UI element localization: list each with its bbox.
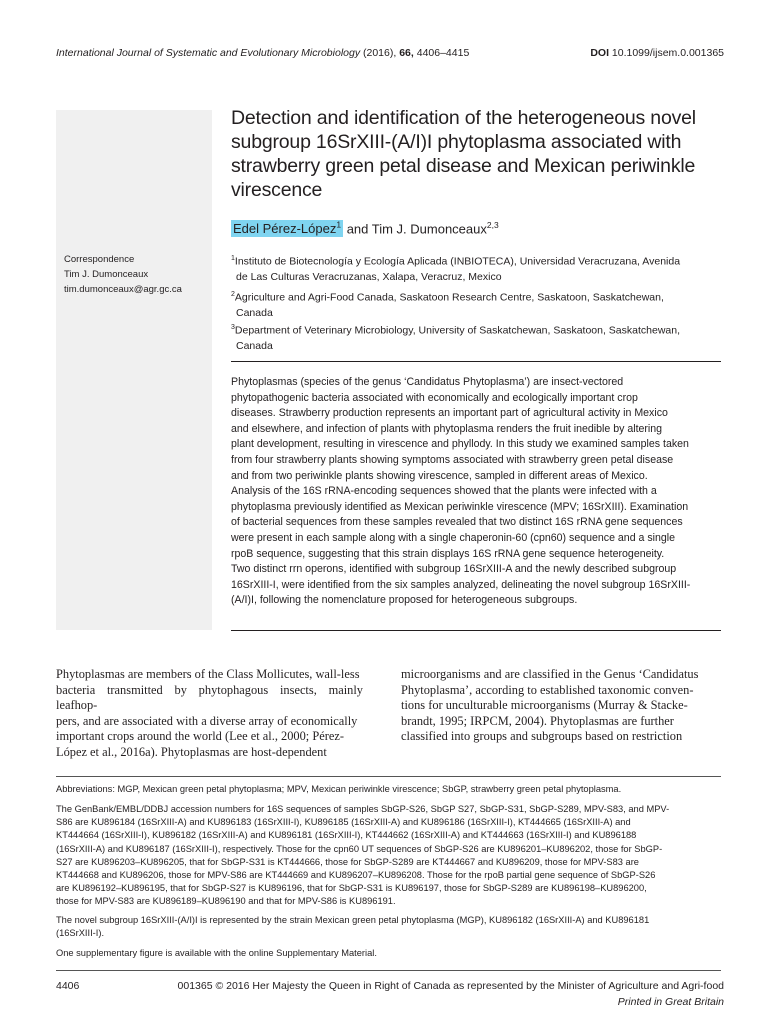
affiliation-sup: 3 [231,324,235,331]
affiliation-sup: 2 [231,291,235,298]
correspondence-name: Tim J. Dumonceaux [64,269,149,280]
affiliation-3 [231,320,721,354]
footnote-line: S86 are KU896184 (16SrXIII-A) and KU896183 (16SrXIII-I), KU896185 (16SrXIII-A) and KU896186 (16SrXIII-I), KT444665 (16SrXIII-A) and [56,817,631,828]
affiliation-rule [231,361,721,362]
abstract-line: phytoplasma previously identified as Mexican periwinkle virescence (MPV; 16SrXIII). Examination [231,500,689,513]
journal-volume: 66, [399,47,414,59]
affiliation-line: de Las Culturas Veracruzanas, Xalapa, Veracruz, Mexico [236,270,502,283]
body-line: López et al., 2016a). Phytoplasmas are host-dependent [56,744,327,759]
footnote-novel-subgroup [56,914,721,940]
affiliation-line: Instituto de Biotecnología y Ecología Aplicada (INBIOTECA), Universidad Veracruzana, Avenida [234,255,681,268]
footnote-line: those for MPV-S83 are KU896189–KU896190 and that for MPV-S86 is KU896191. [56,896,396,907]
abstract-line: rpoB sequence, suggesting that this strain displays 16S rRNA gene sequence heterogeneity. [231,547,665,560]
correspondence-email[interactable]: tim.dumonceaux@agr.gc.ca [64,284,182,295]
abstract-line: Analysis of the 16S rRNA-encoding sequences showed that the plants were infected with a [231,485,657,498]
copyright-notice: 001365 © 2016 Her Majesty the Queen in Right of Canada as represented by the Minister of Agriculture and Agri-food [177,980,724,992]
author-2: and Tim J. Dumonceaux [343,221,487,237]
footnote-line: are KU896192–KU896195, that for SbGP-S27 is KU896196, that for SbGP-S31 is KU896197, those for SbGP-S289 are KU896198–KU896200, [56,883,647,894]
footnote-line: The novel subgroup 16SrXIII-(A/I)I is represented by the strain Mexican green petal phytoplasma (MGP), KU896182 (16SrXIII-A) and KU896181 [56,915,650,925]
abstract-line: (A/I)I, following the nomenclature proposed for heterogeneous subgroups. [231,594,578,607]
footnote-line: The GenBank/EMBL/DDBJ accession numbers for 16S sequences of samples SbGP-S26, SbGP S27, SbGP-S31, SbGP-S289, MPV-S83, and MPV- [56,804,670,814]
affiliation-line: Canada [236,339,273,352]
doi [590,47,724,59]
abstract-rule [231,630,721,631]
abstract-line: diseases. Strawberry production represents an important part of agricultural activity in Mexico [231,407,668,420]
journal-year: (2016), [363,47,397,59]
body-line: pers, and are associated with a diverse array of economically [56,713,358,728]
footnote-rule [56,776,721,777]
abstract-line: phytopathogenic bacteria associated with economically and ecologically important crop [231,391,638,404]
body-column-right [401,667,721,745]
abstract-line: Phytoplasmas (species of the genus ‘Candidatus Phytoplasma’) are insect-vectored [231,376,624,388]
author-highlight[interactable] [231,220,343,237]
body-line: tions for unculturable microorganisms (Murray & Stacke- [401,698,688,713]
author-line [231,220,499,236]
abstract-line: from four strawberry plants showing symptoms associated with strawberry green petal disease [231,453,674,466]
body-line: Phytoplasmas are members of the Class Mollicutes, wall-less [56,667,360,681]
author-2-affil: 2,3 [486,220,499,230]
footnote-line: KT444664 (16SrXIII-I), KU896182 (16SrXIII-A) and KU896181 (16SrXIII-I), KT444662 (16SrXIII-A) and KT444663 (16SrXIII-I) and KU896188 [56,830,637,841]
body-line: Phytoplasma’, according to established taxonomic conven- [401,682,694,697]
journal-citation [56,47,469,59]
body-line: important crops around the world (Lee et al., 2000; Pérez- [56,729,344,744]
footnote-line: KT444668 and KU896206, those for MPV-S86 are KT444669 and KU896207–KU896208. Those for the rpoB partial gene sequence of SbGP-S26 [56,870,656,881]
affiliation-2 [231,287,721,321]
footnote-line: S27 are KU896203–KU896205, that for SbGP-S31 is KT444666, those for SbGP-S289 are KT444667 and KU896209, those for MPV-S83 are [56,856,639,867]
abstract-line: of bacterial sequences from these samples revealed that two distinct 16S rRNA gene sequences [231,516,683,529]
affiliation-sup: 1 [231,255,235,262]
author-1: Edel Pérez-López [233,221,337,237]
body-line: brandt, 1995; IRPCM, 2004). Phytoplasmas are further [401,713,674,728]
printed-in: Printed in Great Britain [617,996,724,1008]
author-1-affil: 1 [336,220,342,230]
body-line: classified into groups and subgroups based on restriction [401,729,683,744]
body-line: microorganisms and are classified in the Genus ‘Candidatus [401,667,699,681]
article-title: Detection and identification of the heterogeneous novel subgroup 16SrXIII-(A/I)I phytoplasma associated with strawberry green petal disease and Mexican periwinkle virescence [231,107,696,201]
sidebar-panel [56,110,212,630]
journal-pages: 4406–4415 [416,47,470,59]
abstract-line: and from two periwinkle plants showing virescence, sampled in different areas of Mexico. [231,469,648,482]
footnote-line: (16SrXIII-I). [56,928,105,939]
footnote-supplementary: One supplementary figure is available with the online Supplementary Material. [56,948,377,958]
affiliation-1 [231,251,721,285]
abstract-line: were present in each sample along with a single chaperonin-60 (cpn60) sequence and a single [231,531,676,544]
abstract-line: plant development, resulting in virescence and phyllody. In this study we examined samples taken [231,438,689,451]
footnote-abbreviations: Abbreviations: MGP, Mexican green petal phytoplasma; MPV, Mexican periwinkle virescence; SbGP, strawberry green petal phytoplasma. [56,784,622,794]
doi-value[interactable]: 10.1099/ijsem.0.001365 [611,47,724,59]
footnote-line: (16SrXIII-A) and KU896187 (16SrXIII-I), respectively. Those for the cpn60 UT sequences of SbGP-S26 are KU896201–KU896202, those for SbGP- [56,843,663,854]
correspondence-block [64,252,182,297]
abstract-line: and elsewhere, and infection of plants with phytoplasma renders the fruit inedible by altering [231,422,663,435]
footnote-genbank [56,803,721,909]
abstract-line: Two distinct rrn operons, identified with subgroup 16SrXIII-A and the newly described subgroup [231,563,677,576]
abstract [231,375,721,609]
body-column-left [56,667,363,761]
doi-label: DOI [590,47,609,59]
abstract-line: 16SrXIII-I, were identified from the six samples analyzed, delineating the novel subgroup 16SrXIII- [231,578,691,591]
page-number: 4406 [56,980,80,992]
affiliation-line: Department of Veterinary Microbiology, University of Saskatchewan, Saskatoon, Saskatchewan, [234,324,681,337]
affiliation-line: Agriculture and Agri-Food Canada, Saskatoon Research Centre, Saskatoon, Saskatchewan, [234,291,664,304]
journal-name: International Journal of Systematic and Evolutionary Microbiology [56,47,361,59]
body-line: bacteria transmitted by phytophagous insects, mainly leafhop- [56,682,363,713]
affiliation-line: Canada [236,306,273,319]
correspondence-label: Correspondence [64,254,135,265]
footer-rule [56,970,721,971]
